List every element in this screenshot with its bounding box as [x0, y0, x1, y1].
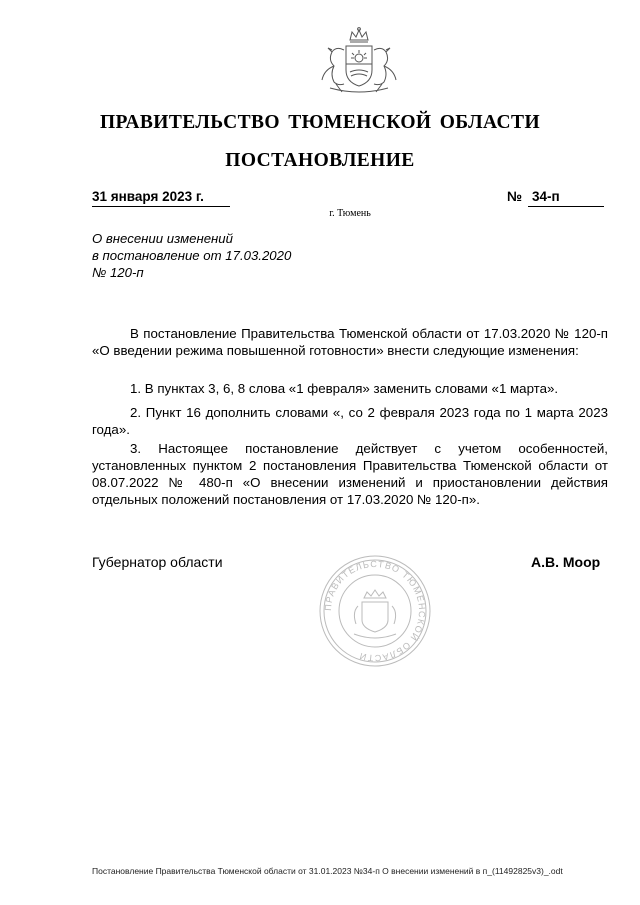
body-paragraph	[92, 325, 608, 359]
body-paragraph	[92, 440, 608, 508]
subject-line: в постановление от 17.03.2020	[92, 248, 292, 263]
signer-title: Губернатор области	[92, 554, 223, 570]
paragraph-text: В постановление Правительства Тюменской области от 17.03.2020 № 120-п «О введении режима повышенной готовности» внести следующие изменения:	[92, 326, 608, 358]
paragraph-text: 2. Пункт 16 дополнить словами «, со 2 февраля 2023 года по 1 марта 2023 года».	[92, 405, 608, 437]
document-date: 31 января 2023 г.	[92, 189, 204, 204]
coat-of-arms-icon	[314, 26, 404, 98]
document-number: 34-п	[532, 189, 560, 204]
subject-line: № 120-п	[92, 265, 144, 280]
subject-line: О внесении изменений	[92, 231, 233, 246]
paragraph-text: 1. В пунктах 3, 6, 8 слова «1 февраля» заменить словами «1 марта».	[130, 381, 559, 396]
organization-title: ПРАВИТЕЛЬСТВО ТЮМЕНСКОЙ ОБЛАСТИ	[99, 112, 541, 133]
seal-text: ПРАВИТЕЛЬСТВО ТЮМЕНСКОЙ ОБЛАСТИ	[322, 558, 428, 664]
official-seal-icon	[318, 554, 432, 668]
document-type-title: ПОСТАНОВЛЕНИЕ	[225, 150, 415, 171]
number-sign: №	[507, 189, 523, 204]
paragraph-text: 3. Настоящее постановление действует с учетом особенностей, установленных пунктом 2 постановления Правительства Тюменской области от 08.07.2022 № 480-п «О внесении изменений и приостановлении действия отдельных положений постановления от 17.03.2020 № 120-п».	[92, 441, 608, 507]
date-underline	[92, 206, 230, 207]
number-underline	[528, 206, 604, 207]
footer-file-info: Постановление Правительства Тюменской области от 31.01.2023 №34-п О внесении изменений в п_(11492825v3)_.odt	[92, 866, 563, 876]
document-subject	[92, 230, 291, 281]
body-paragraph	[92, 404, 608, 438]
signer-name: А.В. Моор	[531, 554, 601, 570]
city-label: г. Тюмень	[329, 208, 371, 219]
body-paragraph	[92, 380, 608, 397]
